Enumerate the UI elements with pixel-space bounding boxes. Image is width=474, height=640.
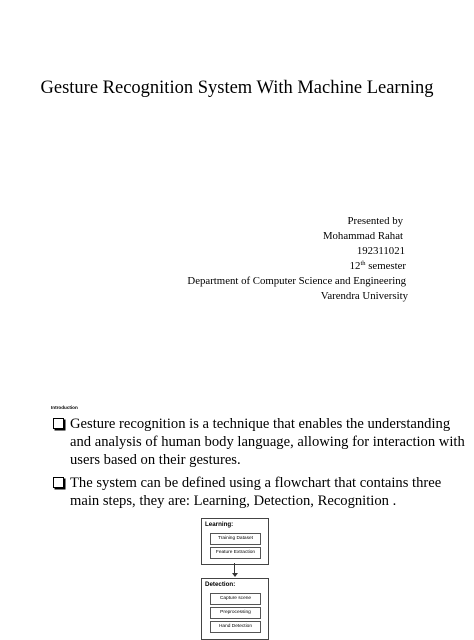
bullet-item (53, 415, 469, 469)
flowchart-learning-box (201, 518, 269, 565)
flowchart-step: Feature Extraction (210, 547, 261, 559)
student-id: 192311021 (356, 245, 405, 257)
presenter-name: Mohammad Rahat (322, 230, 403, 242)
flowchart-step: Preprocessing (210, 607, 261, 619)
semester-number: 12 (349, 260, 361, 272)
university: Varendra University (320, 290, 408, 302)
presenter-block (187, 214, 406, 304)
department: Department of Computer Science and Engineering (187, 275, 406, 287)
semester-suffix: th (360, 260, 366, 267)
checkbox-bullet-icon (53, 418, 64, 429)
flowchart-step: Training Dataset (210, 533, 261, 545)
bullet-text: The system can be defined using a flowchart that contains three main steps, they are: Learning, Detection, Recognition . (70, 475, 442, 509)
flowchart-step: Capture scene (210, 593, 261, 605)
flowchart-learning-heading: Learning: (205, 521, 234, 528)
arrow-down-icon (232, 573, 238, 577)
flowchart-step: Hand Detection (210, 621, 261, 633)
flowchart-detection-heading: Detection: (205, 581, 236, 588)
semester-word: semester (365, 260, 406, 272)
bullet-text: Gesture recognition is a technique that enables the understanding and analysis of human body language, allowing for interaction with users based on their gestures. (70, 416, 465, 468)
flowchart-detection-box (201, 578, 269, 640)
semester (187, 259, 406, 274)
presented-by-label: Presented by (347, 215, 403, 227)
checkbox-bullet-icon (53, 477, 64, 488)
section-label: Introduction (51, 405, 78, 410)
bullet-item (53, 474, 469, 510)
page-title: Gesture Recognition System With Machine Learning (40, 78, 434, 98)
bullet-list (53, 415, 469, 515)
